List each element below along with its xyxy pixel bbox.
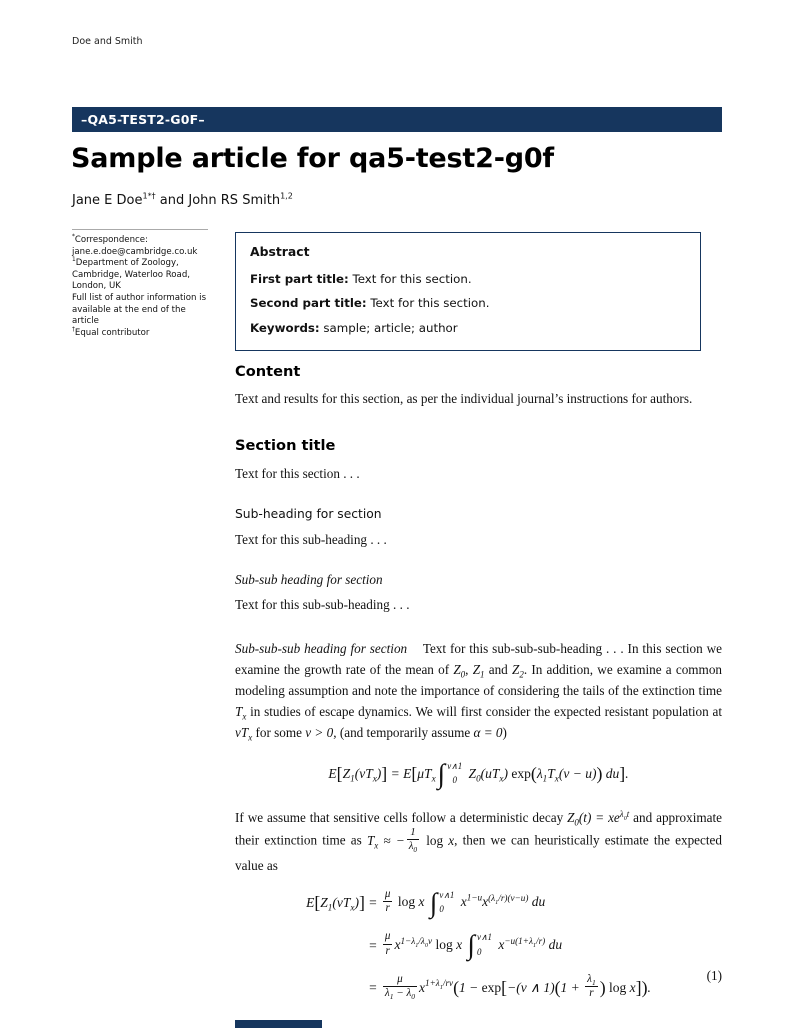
sub-heading: Sub-heading for section — [235, 506, 382, 521]
affiliation-line-3: London, UK — [72, 281, 121, 292]
display-equation: $E[Z_1(vT_x)] = E[\mu T_x$ ∫ v∧1 0 $Z_0(uT_x) \exp(\lambda_1T_x(v - u))$ du]. — [328, 757, 629, 789]
content-heading: Content — [235, 363, 301, 380]
estimate-paragraph: If we assume that sensitive cells follow a deterministic decay $Z_0(t) = xe^{\lambda_0t}$ and approximate their extinction time as $T_x$ ≈ − $\frac{1}{\lambda_0}$ log x, then we can heuristically estimate the expected value as — [235, 808, 723, 874]
subsubsub-paragraph — [235, 638, 722, 744]
equals-sign: = — [369, 894, 377, 910]
abstract-item-first — [250, 272, 686, 288]
aligned-equation-block — [235, 886, 722, 1003]
author-info-note-2: available at the end of the article — [72, 304, 186, 327]
article-title: Sample article for qa5-test2-g0f — [71, 143, 554, 174]
abstract-label-first: First part title: — [250, 271, 349, 286]
correspondence-label: *Correspondence: — [72, 234, 148, 245]
author-info-sidebar — [72, 229, 212, 339]
abstract-item-keywords — [250, 321, 686, 337]
running-header: Doe and Smith — [72, 36, 143, 47]
abstract-heading: Abstract — [250, 244, 310, 259]
correspondence-email[interactable]: jane.e.doe@cambridge.co.uk — [72, 246, 198, 257]
equation-lhs: $E[Z_1(vT_x)]$ — [306, 892, 365, 913]
equals-sign: = — [369, 980, 377, 996]
subsub-heading: Sub-sub heading for section — [235, 571, 383, 587]
abstract-label-second: Second part title: — [250, 296, 367, 311]
section-paragraph: Text for this section . . . — [235, 465, 360, 481]
equation-rhs-2: $\frac{\mu}{r}$ $x^{1-\lambda_1/\lambda_0v}$ log x ∫ v∧1 0 $x^{-u(1+\lambda_1/r)}$ du — [384, 929, 563, 961]
abstract-text-second: Text for this section. — [370, 296, 490, 311]
equation-rhs-1: $\frac{\mu}{r}$ log x ∫ v∧1 0 $x^{1-u}x^{(\lambda_1/r)(v-u)}$ du — [384, 886, 546, 918]
equation-rhs-3: $\frac{\mu}{\lambda_1 - \lambda_0}$ $x^{1+\lambda_1/rv}(1 - \exp[-(v$ ∧ 1)(1 + $\frac{\lambda_1}{r}$ ) log x]). — [384, 972, 651, 1002]
footnote-rule — [72, 229, 208, 230]
abstract-label-keywords: Keywords: — [250, 320, 320, 335]
author-info-note-1: Full list of author information is — [72, 292, 207, 303]
equal-contributor-note: †Equal contributor — [72, 326, 150, 338]
subsubsub-text: Text for this sub-sub-sub-heading . . . In this section we examine the growth rate of the mean of $Z_0$, $Z_1$ and $Z_2$. In addition, we examine a common modeling assumption and note the importance of considering the tails of the extinction time $T_x$ in studies of escape dynamics. We will first consider the expected resistant population at $vT_x$ for some v > 0, (and temporarily assume α = 0) — [235, 640, 723, 744]
section-heading: Section title — [235, 437, 336, 455]
content-paragraph: Text and results for this section, as per the individual journal’s instructions for authors. — [235, 391, 693, 407]
main-content — [235, 360, 722, 1002]
equation-number: (1) — [706, 968, 722, 984]
subsub-heading-paragraph: Text for this sub-sub-heading . . . — [235, 596, 410, 612]
footer-banner — [235, 1020, 322, 1028]
authors-line: Jane E Doe$^{1*\dagger}$ and John RS Smith$^{1,2}$ — [72, 191, 293, 208]
abstract-box — [235, 232, 701, 351]
article-type-banner — [72, 107, 722, 132]
affiliation-line-2: Cambridge, Waterloo Road, — [72, 269, 191, 280]
equals-sign: = — [369, 937, 377, 953]
abstract-text-first: Text for this section. — [352, 271, 472, 286]
subsubsub-heading: Sub-sub-sub heading for section — [235, 640, 408, 656]
abstract-text-keywords: sample; article; author — [323, 320, 458, 335]
banner-label: –QA5-TEST2-G0F– — [81, 112, 205, 127]
aligned-equations — [235, 886, 722, 1003]
abstract-item-second — [250, 296, 686, 312]
sub-heading-paragraph: Text for this sub-heading . . . — [235, 531, 387, 547]
affiliation-line-1: $^1$Department of Zoology, — [72, 257, 179, 269]
